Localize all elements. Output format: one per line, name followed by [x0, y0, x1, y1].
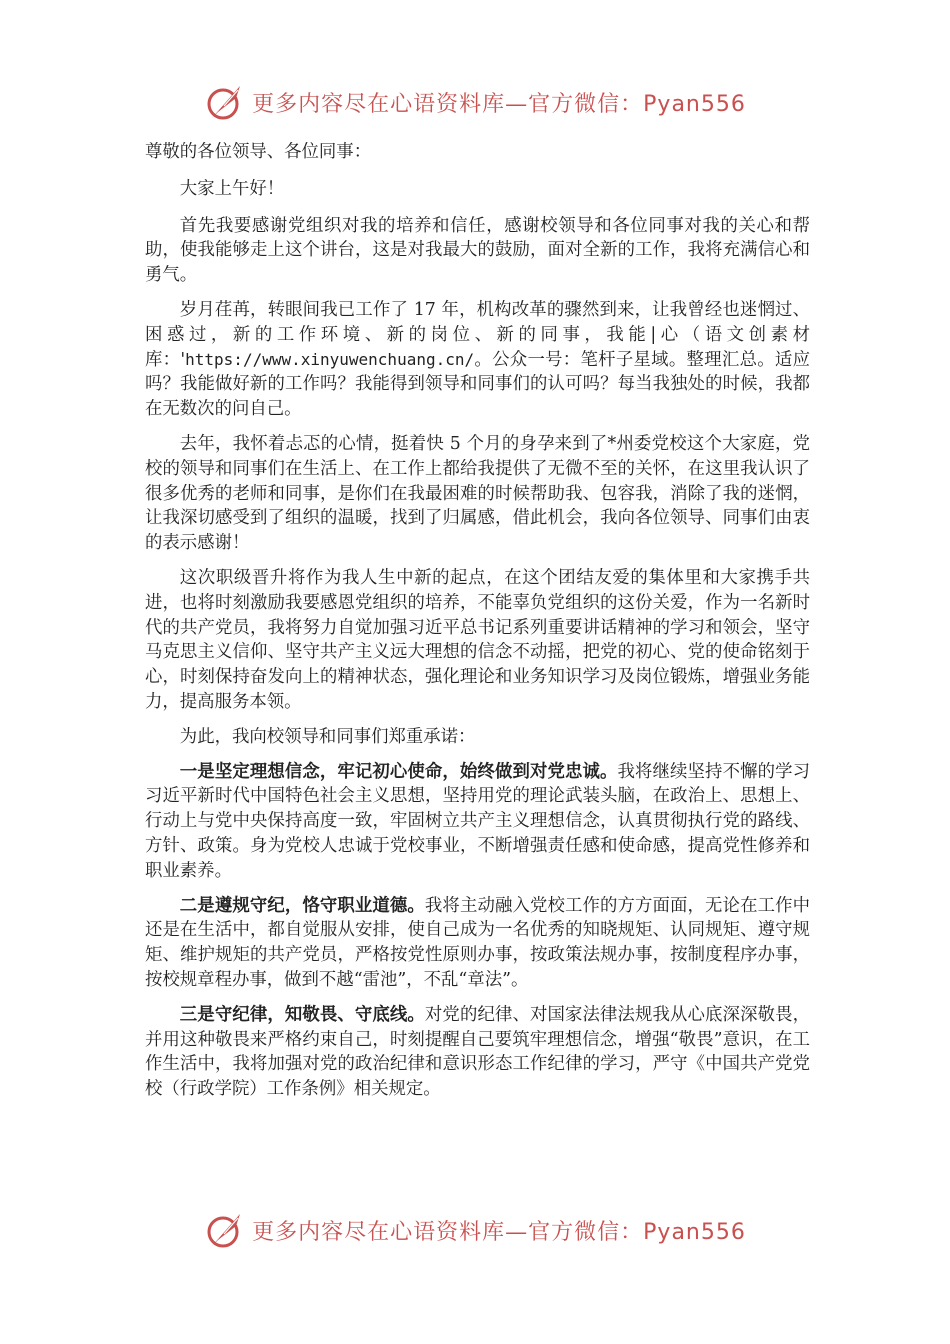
commitment-3-heading: 三是守纪律，知敬畏、守底线。 [179, 1004, 425, 1025]
paragraph-commitment-1: 一是坚定理想信念，牢记初心使命，始终做到对党忠诚。我将继续坚持不懈的学习习近平新时代中国特色社会主义思想，坚持用党的理论武装头脑，在政治上、思想上、行动上与党中央保持高度一致，牢固树立共产主义理想信念，认真贯彻执行党的路线、方针、政策。身为党校人忠诚于党校事业，不断增强责任感和使命感，提高党性修养和职业素养。 [145, 761, 810, 881]
paragraph-2: 岁月荏苒，转眼间我已工作了 17 年，机构改革的骤然到来，让我曾经也迷惘过、困惑过，新的工作环境、新的岗位、新的同事，我能|心（语文创素材库：'https://www.xinyuwenchuang.cn/。公众一号：笔杆子星域。整理汇总。适应吗？我能做好新的工作吗？我能得到领导和同事们的认可吗？每当我独处的时候，我都在无数次的问自己。 [145, 299, 810, 420]
source-url: https://www.xinyuwenchuang.cn/ [185, 349, 475, 369]
paragraph-commitment-3: 三是守纪律，知敬畏、守底线。对党的纪律、对国家法律法规我从心底深深敬畏，并用这种敬畏来严格约束自己，时刻提醒自己要筑牢理想信念，增强“敬畏”意识，在工作生活中，我将加强对党的政治纪律和意识形态工作纪律的学习，严守《中国共产党党校（行政学院）工作条例》相关规定。 [145, 1004, 810, 1100]
quill-logo-icon [204, 80, 248, 124]
commitment-2-heading: 二是遵规守纪，恪守职业道德。 [179, 895, 425, 916]
paragraph-3: 去年，我怀着忐忑的心情，挺着快 5 个月的身孕来到了*州委党校这个大家庭，党校的领导和同事们在生活上、在工作上都给我提供了无微不至的关怀，在这里我认识了很多优秀的老师和同事，是你们在我最困难的时候帮助我、包容我，消除了我的迷惘，让我深切感受到了组织的温暖，找到了归属感，借此机会，我向各位领导、同事们由衷的表示感谢！ [145, 433, 810, 554]
document-body [145, 140, 810, 1112]
salutation: 尊敬的各位领导、各位同事： [145, 142, 372, 162]
quill-logo-icon [204, 1208, 248, 1252]
header-watermark [0, 80, 950, 124]
watermark-text: 更多内容尽在心语资料库—官方微信：Pyan556 [252, 1219, 746, 1245]
footer-watermark [0, 1208, 950, 1252]
paragraph-commitment-2: 二是遵规守纪，恪守职业道德。我将主动融入党校工作的方方面面，无论在工作中还是在生活中，都自觉服从安排，使自己成为一名优秀的知晓规矩、认同规矩、遵守规矩、维护规矩的共产党员，严格按党性原则办事，按政策法规办事，按制度程序办事，按校规章程办事，做到不越“雷池”，不乱“章法”。 [145, 895, 810, 990]
greeting: 大家上午好！ [179, 178, 285, 199]
watermark-text: 更多内容尽在心语资料库—官方微信：Pyan556 [252, 91, 746, 117]
paragraph-4: 这次职级晋升将作为我人生中新的起点，在这个团结友爱的集体里和大家携手共进，也将时刻激励我要感恩党组织的培养，不能辜负党组织的这份关爱，作为一名新时代的共产党员，我将努力自觉加强习近平总书记系列重要讲话精神的学习和领会，坚守马克思主义信仰、坚守共产主义远大理想的信念不动摇，把党的初心、党的使命铭刻于心，时刻保持奋发向上的精神状态，强化理论和业务知识学习及岗位锻炼，增强业务能力，提高服务本领。 [145, 567, 810, 712]
commitment-1-heading: 一是坚定理想信念，牢记初心使命，始终做到对党忠诚。 [179, 761, 618, 782]
paragraph-1: 首先我要感谢党组织对我的培养和信任，感谢校领导和各位同事对我的关心和帮助，使我能够走上这个讲台，这是对我最大的鼓励，面对全新的工作，我将充满信心和勇气。 [145, 215, 810, 286]
paragraph-5: 为此，我向校领导和同事们郑重承诺： [179, 726, 476, 747]
